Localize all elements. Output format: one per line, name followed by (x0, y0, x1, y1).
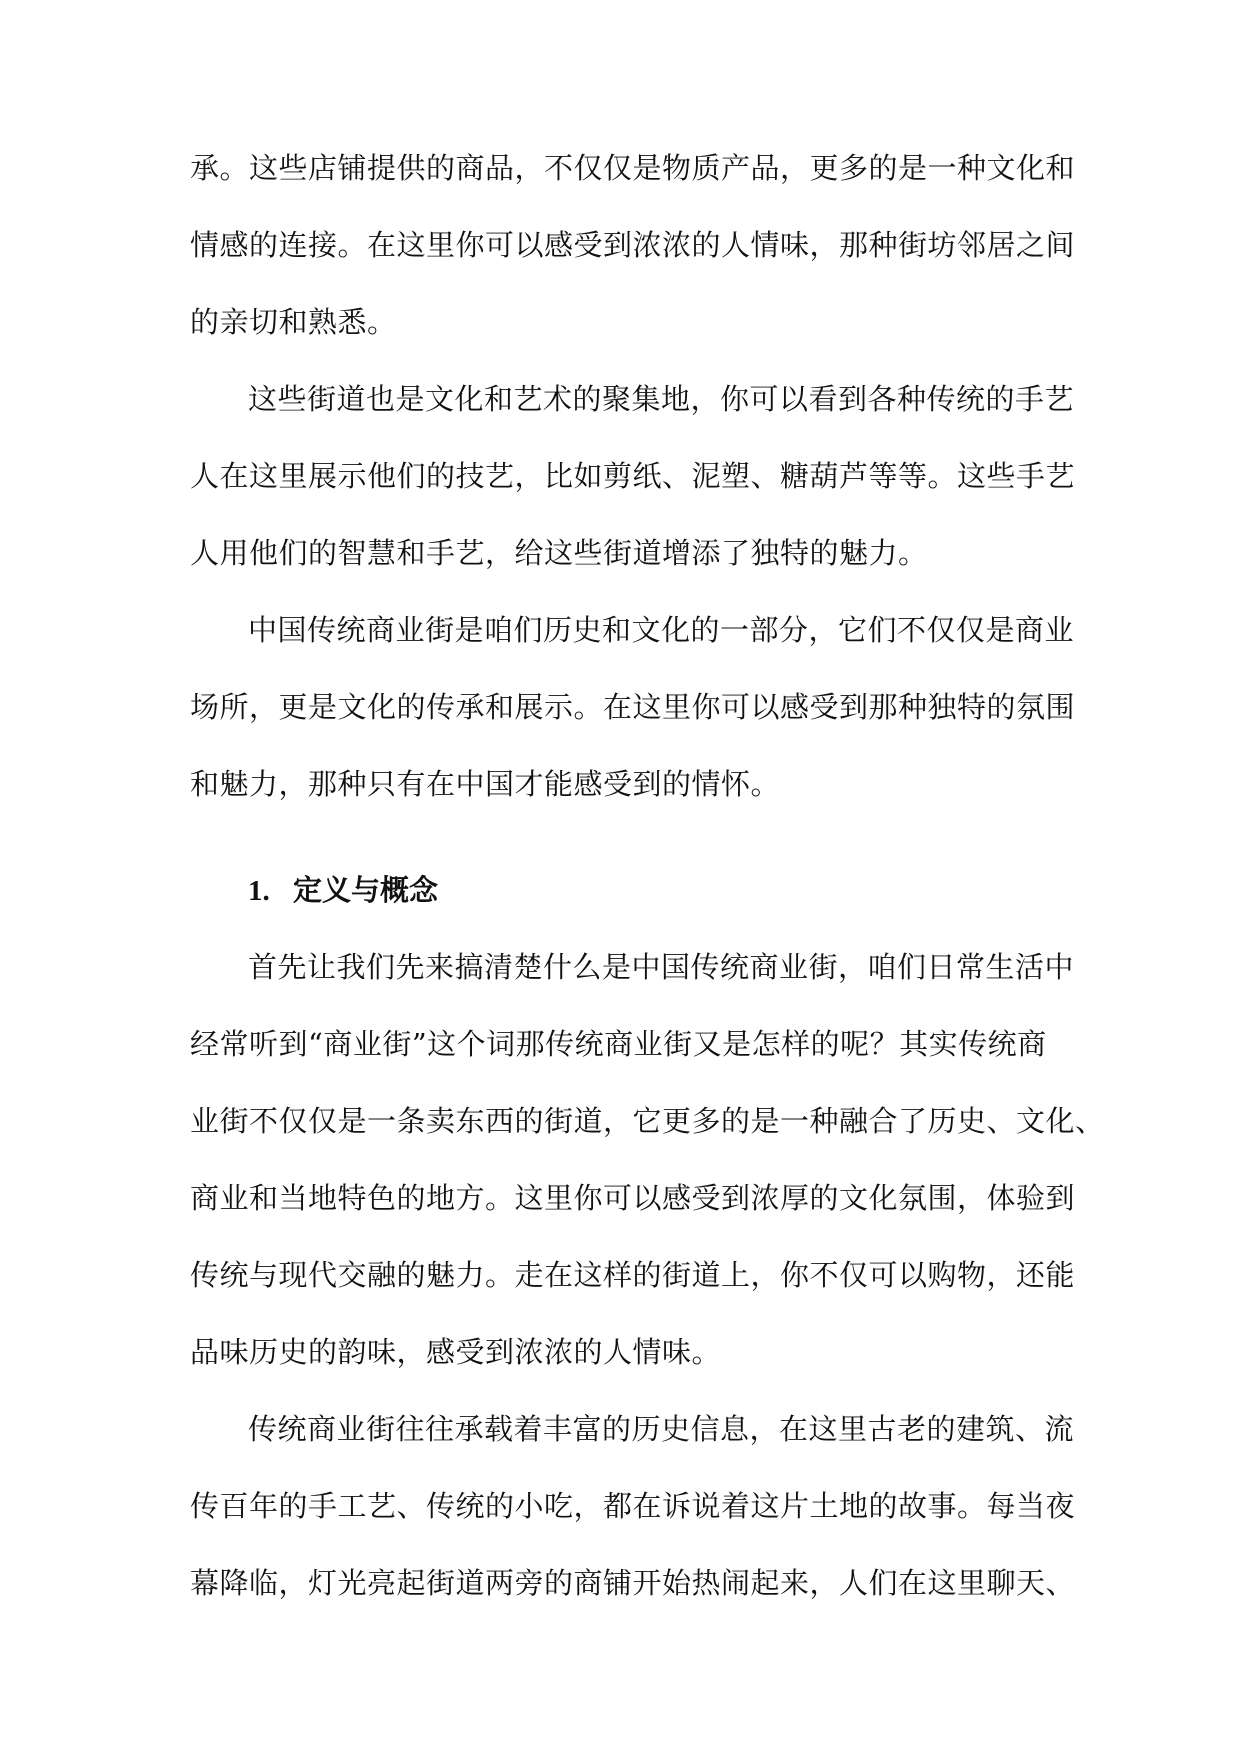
paragraph-3-line-2: 场所，更是文化的传承和展示。在这里你可以感受到那种独特的氛围 (190, 690, 1076, 724)
section-paragraph-1-line-4: 商业和当地特色的地方。这里你可以感受到浓厚的文化氛围，体验到 (190, 1181, 1076, 1215)
paragraph-2-line-2: 人在这里展示他们的技艺，比如剪纸、泥塑、糖葫芦等等。这些手艺 (190, 459, 1076, 493)
section-number: 1. (248, 875, 270, 907)
section-paragraph-1-line-1: 首先让我们先来搞清楚什么是中国传统商业街，咱们日常生活中 (248, 950, 1075, 984)
section-paragraph-1-line-2: 经常听到“商业街”这个词那传统商业街又是怎样的呢？其实传统商 (190, 1027, 1047, 1061)
section-paragraph-1-line-5: 传统与现代交融的魅力。走在这样的街道上，你不仅可以购物，还能 (190, 1258, 1076, 1292)
section-paragraph-2-line-3: 幕降临，灯光亮起街道两旁的商铺开始热闹起来，人们在这里聊天、 (190, 1566, 1076, 1600)
section-paragraph-2-line-2: 传百年的手工艺、传统的小吃，都在诉说着这片土地的故事。每当夜 (190, 1489, 1076, 1523)
paragraph-1-line-1: 承。这些店铺提供的商品，不仅仅是物质产品，更多的是一种文化和 (190, 151, 1076, 185)
section-heading (248, 870, 438, 910)
section-title: 定义与概念 (293, 873, 439, 907)
paragraph-3-line-1: 中国传统商业街是咱们历史和文化的一部分，它们不仅仅是商业 (248, 613, 1075, 647)
paragraph-3-line-3: 和魅力，那种只有在中国才能感受到的情怀。 (190, 767, 781, 801)
section-paragraph-2-line-1: 传统商业街往往承载着丰富的历史信息，在这里古老的建筑、流 (248, 1412, 1075, 1446)
section-paragraph-1-line-6: 品味历史的韵味，感受到浓浓的人情味。 (190, 1335, 722, 1369)
paragraph-1-line-2: 情感的连接。在这里你可以感受到浓浓的人情味，那种街坊邻居之间 (190, 228, 1076, 262)
section-paragraph-1-line-3: 业街不仅仅是一条卖东西的街道，它更多的是一种融合了历史、文化、 (190, 1104, 1105, 1138)
paragraph-1-line-3: 的亲切和熟悉。 (190, 305, 397, 339)
paragraph-2-line-1: 这些街道也是文化和艺术的聚集地，你可以看到各种传统的手艺 (248, 382, 1075, 416)
paragraph-2-line-3: 人用他们的智慧和手艺，给这些街道增添了独特的魅力。 (190, 536, 928, 570)
